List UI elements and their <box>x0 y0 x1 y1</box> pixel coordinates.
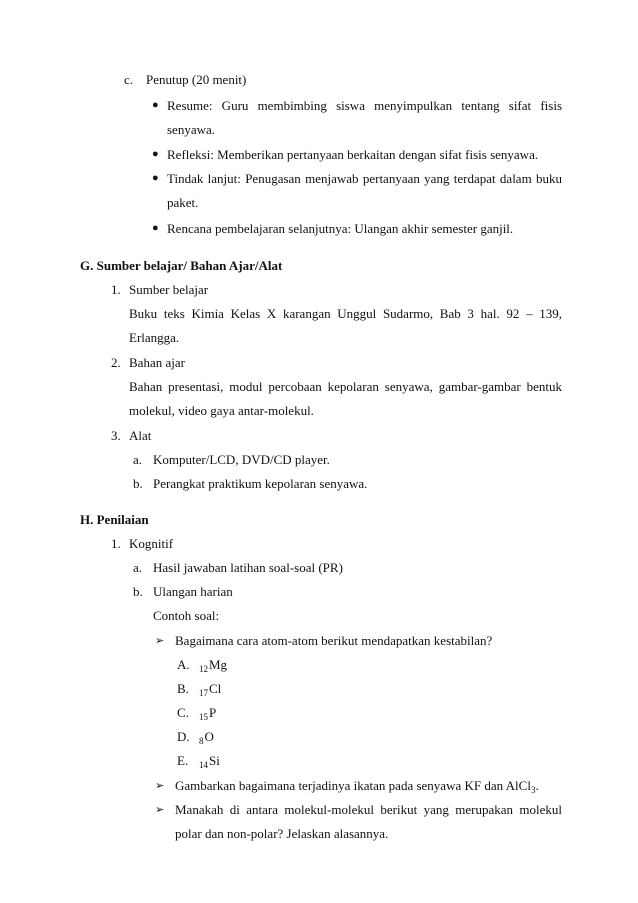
option-a: $_{12}$Mg <box>199 657 228 674</box>
bullet-icon: ● <box>152 148 159 160</box>
option-c: $_{15}$P <box>199 705 217 722</box>
g-item1-line1: Buku teks Kimia Kelas X karangan Unggul Sudarmo, Bab 3 hal. 92 – 139, <box>129 306 562 321</box>
bullet-refleksi: Refleksi: Memberikan pertanyaan berkaitan dengan sifat fisis senyawa. <box>167 147 539 162</box>
g-item3-title: Alat <box>129 428 152 443</box>
option-d: $_8$O <box>199 729 214 746</box>
option-e-label: E. <box>177 753 189 768</box>
closing-title: Penutup (20 menit) <box>146 72 247 87</box>
bullet-tindak-line2: paket. <box>167 195 199 210</box>
h-item1-title: Kognitif <box>129 536 174 551</box>
option-e: $_{14}$Si <box>199 753 220 770</box>
bullet-tindak-line1: Tindak lanjut: Penugasan menjawab pertanyaan yang terdapat dalam buku <box>167 171 562 186</box>
arrow-bullet-icon: ➢ <box>155 803 165 816</box>
g-item3-sub-b-label: b. <box>133 476 143 491</box>
question-2: Gambarkan bagaimana terjadinya ikatan pada senyawa KF dan AlCl$_3$. <box>175 778 539 795</box>
bullet-resume-line2: senyawa. <box>167 122 216 137</box>
g-item1-num: 1. <box>111 282 121 297</box>
g-item2-line1: Bahan presentasi, modul percobaan kepolaran senyawa, gambar-gambar bentuk <box>129 379 562 394</box>
g-item1-line2: Erlangga. <box>129 330 180 345</box>
option-b-label: B. <box>177 681 189 696</box>
option-a-label: A. <box>177 657 190 672</box>
section-g-heading: G. Sumber belajar/ Bahan Ajar/Alat <box>80 258 283 273</box>
section-h-heading: H. Penilaian <box>80 512 149 527</box>
g-item3-sub-a: Komputer/LCD, DVD/CD player. <box>153 452 330 467</box>
arrow-bullet-icon: ➢ <box>155 634 165 647</box>
g-item3-num: 3. <box>111 428 121 443</box>
h-sub-a-label: a. <box>133 560 143 575</box>
g-item2-title: Bahan ajar <box>129 355 185 370</box>
example-label: Contoh soal: <box>153 608 220 623</box>
option-d-label: D. <box>177 729 190 744</box>
g-item3-sub-b: Perangkat praktikum kepolaran senyawa. <box>153 476 368 491</box>
option-b: $_{17}$Cl <box>199 681 222 698</box>
g-item2-line2: molekul, video gaya antar-molekul. <box>129 403 314 418</box>
bullet-icon: ● <box>152 222 159 234</box>
closing-label: c. <box>124 72 134 87</box>
bullet-resume-line1: Resume: Guru membimbing siswa menyimpulkan tentang sifat fisis <box>167 98 562 113</box>
question-1: Bagaimana cara atom-atom berikut mendapatkan kestabilan? <box>175 633 493 648</box>
bullet-icon: ● <box>152 99 159 111</box>
question-3-line2: polar dan non-polar? Jelaskan alasannya. <box>175 826 389 841</box>
g-item1-title: Sumber belajar <box>129 282 209 297</box>
bullet-icon: ● <box>152 172 159 184</box>
h-sub-b-label: b. <box>133 584 143 599</box>
g-item3-sub-a-label: a. <box>133 452 143 467</box>
h-sub-b: Ulangan harian <box>153 584 233 599</box>
g-item2-num: 2. <box>111 355 121 370</box>
question-3-line1: Manakah di antara molekul-molekul berikut yang merupakan molekul <box>175 802 562 817</box>
option-c-label: C. <box>177 705 189 720</box>
h-item1-num: 1. <box>111 536 121 551</box>
arrow-bullet-icon: ➢ <box>155 779 165 792</box>
bullet-rencana: Rencana pembelajaran selanjutnya: Ulangan akhir semester ganjil. <box>167 221 514 236</box>
h-sub-a: Hasil jawaban latihan soal-soal (PR) <box>153 560 343 575</box>
